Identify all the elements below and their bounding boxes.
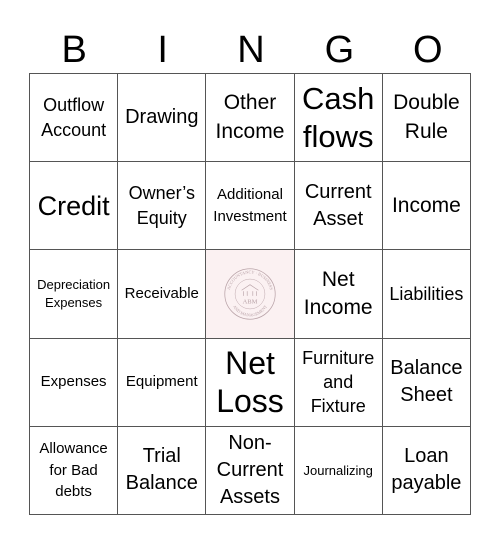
cell-label: Non-Current Assets [216,431,284,508]
header-letter-b: B [61,29,87,71]
header-letter-n: N [237,29,265,71]
bingo-cell[interactable] [118,339,206,427]
bingo-cell[interactable] [295,427,383,515]
bingo-cell[interactable] [383,162,471,250]
bingo-cell[interactable] [383,250,471,338]
bingo-cell[interactable] [118,162,206,250]
bingo-cell[interactable] [383,427,471,515]
bingo-cell[interactable] [30,74,118,162]
cell-label: Balance Sheet [390,357,463,407]
cell-label: Net Loss [216,344,284,420]
cell-label: Journalizing [303,462,373,478]
bingo-cell[interactable] [295,74,383,162]
bingo-cell[interactable] [30,250,118,338]
header-letter-g: G [324,29,355,71]
cell-label: Additional Investment [213,186,287,225]
bingo-cell[interactable] [118,427,206,515]
header-letter-i: I [157,29,168,71]
bingo-cell[interactable] [30,427,118,515]
header-letter-o: O [413,29,443,71]
bingo-cell[interactable] [30,339,118,427]
cell-label: Owner’s Equity [128,183,195,228]
cell-label: Income [391,193,461,217]
cell-label: Receivable [124,285,199,303]
svg-text:ABM: ABM [242,298,258,306]
bingo-header [30,28,472,72]
cell-label: Cash flows [302,81,375,154]
bingo-card [29,73,471,515]
bingo-cell[interactable] [295,250,383,338]
bingo-cell[interactable] [118,250,206,338]
bingo-cell[interactable] [206,162,294,250]
cell-label: Trial Balance [125,445,198,495]
svg-text:ACCOUNTANCY · BUSINESS: ACCOUNTANCY · BUSINESS [225,269,275,291]
cell-label: Drawing [125,106,199,129]
bingo-cell[interactable] [206,74,294,162]
cell-label: Outflow Account [41,95,107,140]
bingo-cell[interactable] [295,162,383,250]
bingo-cell[interactable] [206,427,294,515]
cell-label: Liabilities [389,283,464,304]
bingo-cell[interactable] [383,339,471,427]
bingo-cell[interactable] [118,74,206,162]
cell-label: Credit [37,190,110,221]
free-space[interactable] [206,250,294,338]
svg-text:AND MANAGEMENT: AND MANAGEMENT [231,304,268,318]
cell-label: Other Income [215,91,285,143]
bingo-cell[interactable] [30,162,118,250]
abm-logo-icon [222,266,278,322]
cell-label: Furniture and Fixture [302,347,375,417]
cell-label: Double Rule [393,91,460,143]
bingo-cell[interactable] [206,339,294,427]
cell-label: Expenses [40,373,107,391]
cell-label: Depreciation Expenses [37,277,111,310]
cell-label: Current Asset [304,180,372,230]
cell-label: Equipment [125,373,198,391]
cell-label: Allowance for Bad debts [39,439,108,501]
cell-label: Net Income [303,267,373,319]
bingo-cell[interactable] [383,74,471,162]
cell-label: Loan payable [391,445,462,495]
bingo-cell[interactable] [295,339,383,427]
